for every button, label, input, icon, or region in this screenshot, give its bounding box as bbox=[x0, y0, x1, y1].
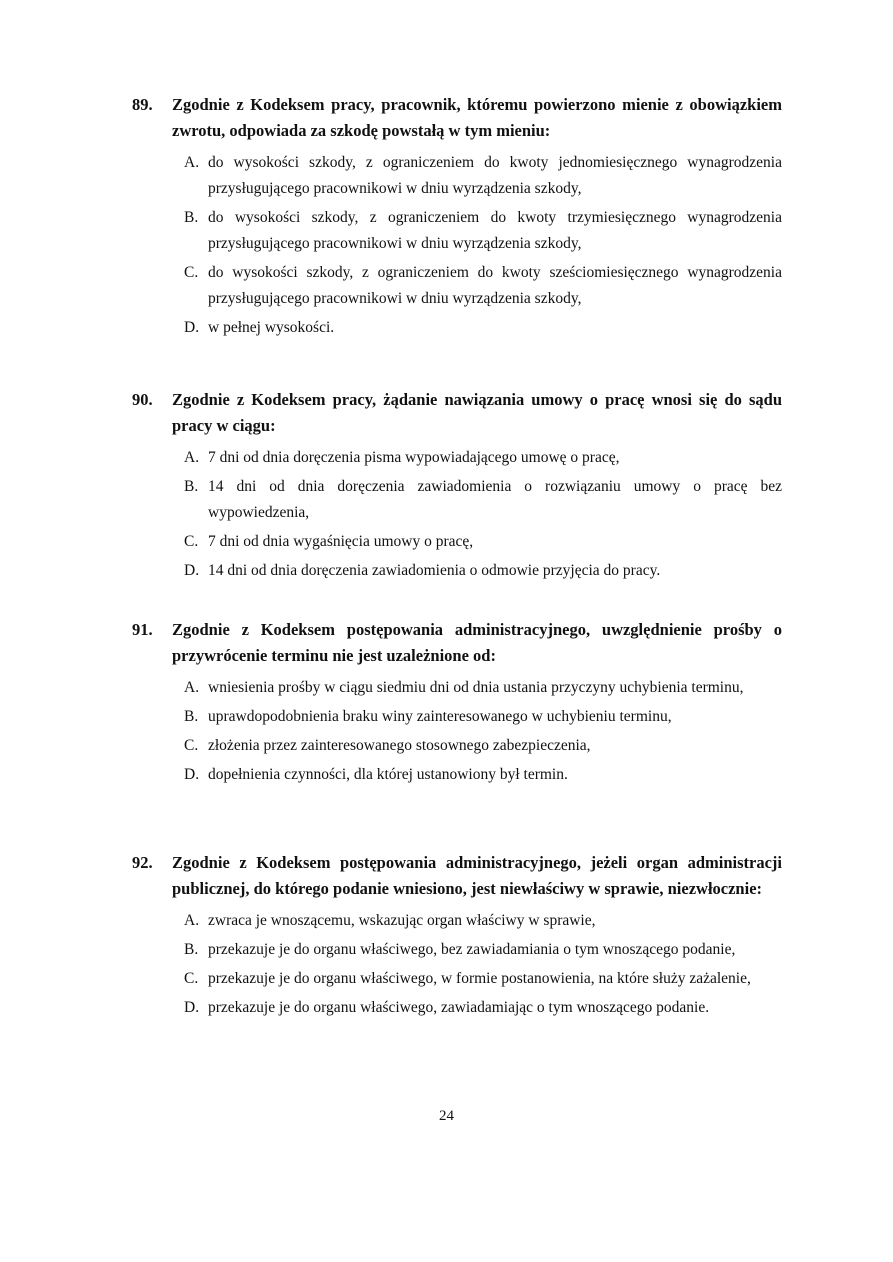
answer-option bbox=[184, 558, 782, 584]
page-number: 24 bbox=[439, 1108, 454, 1124]
answer-option bbox=[184, 937, 782, 963]
answer-option bbox=[184, 205, 782, 257]
question-number: 92. bbox=[132, 853, 153, 872]
answer-text: zwraca je wnoszącemu, wskazując organ właściwy w sprawie, bbox=[208, 912, 596, 929]
answer-text: przekazuje je do organu właściwego, bez zawiadamiania o tym wnoszącego podanie, bbox=[208, 941, 736, 958]
answer-option bbox=[184, 704, 782, 730]
answer-list bbox=[184, 445, 782, 584]
answer-letter: C. bbox=[184, 737, 199, 754]
question-header bbox=[132, 387, 782, 439]
answer-option bbox=[184, 733, 782, 759]
answer-letter: D. bbox=[184, 999, 200, 1016]
answer-letter: D. bbox=[184, 319, 200, 336]
answer-text: do wysokości szkody, z ograniczeniem do kwoty sześciomiesięcznego wynagrodzenia przysługującego pracownikowi w dniu wyrządzenia szkody, bbox=[208, 264, 782, 307]
question-90 bbox=[132, 387, 782, 587]
answer-letter: B. bbox=[184, 708, 199, 725]
question-89 bbox=[132, 92, 782, 344]
answer-letter: B. bbox=[184, 941, 199, 958]
answer-option bbox=[184, 995, 782, 1021]
answer-letter: B. bbox=[184, 209, 199, 226]
question-text: Zgodnie z Kodeksem postępowania administracyjnego, uwzględnienie prośby o przywrócenie terminu nie jest uzależnione od: bbox=[172, 620, 782, 665]
answer-list bbox=[184, 675, 782, 788]
question-91 bbox=[132, 617, 782, 791]
answer-option bbox=[184, 675, 782, 701]
answer-text: przekazuje je do organu właściwego, zawiadamiając o tym wnoszącego podanie. bbox=[208, 999, 710, 1016]
answer-option bbox=[184, 762, 782, 788]
answer-text: wniesienia prośby w ciągu siedmiu dni od dnia ustania przyczyny uchybienia terminu, bbox=[208, 679, 744, 696]
answer-letter: C. bbox=[184, 970, 199, 987]
answer-letter: C. bbox=[184, 264, 199, 281]
answer-letter: A. bbox=[184, 679, 200, 696]
answer-letter: A. bbox=[184, 154, 200, 171]
answer-text: dopełnienia czynności, dla której ustanowiony był termin. bbox=[208, 766, 568, 783]
question-number: 91. bbox=[132, 620, 153, 639]
answer-list bbox=[184, 908, 782, 1021]
question-92 bbox=[132, 850, 782, 1024]
answer-text: do wysokości szkody, z ograniczeniem do kwoty jednomiesięcznego wynagrodzenia przysługującego pracownikowi w dniu wyrządzenia szkody, bbox=[208, 154, 782, 197]
answer-text: złożenia przez zainteresowanego stosownego zabezpieczenia, bbox=[208, 737, 591, 754]
answer-option bbox=[184, 260, 782, 312]
answer-letter: B. bbox=[184, 478, 199, 495]
answer-option bbox=[184, 445, 782, 471]
answer-option bbox=[184, 529, 782, 555]
question-text: Zgodnie z Kodeksem pracy, żądanie nawiązania umowy o pracę wnosi się do sądu pracy w ciągu: bbox=[172, 390, 782, 435]
answer-letter: D. bbox=[184, 766, 200, 783]
question-header bbox=[132, 92, 782, 144]
answer-text: uprawdopodobnienia braku winy zainteresowanego w uchybieniu terminu, bbox=[208, 708, 672, 725]
answer-option bbox=[184, 966, 782, 992]
answer-list bbox=[184, 150, 782, 341]
answer-option bbox=[184, 474, 782, 526]
answer-option bbox=[184, 150, 782, 202]
answer-text: do wysokości szkody, z ograniczeniem do kwoty trzymiesięcznego wynagrodzenia przysługującego pracownikowi w dniu wyrządzenia szkody, bbox=[208, 209, 782, 252]
answer-text: w pełnej wysokości. bbox=[208, 319, 335, 336]
question-number: 90. bbox=[132, 390, 153, 409]
answer-option bbox=[184, 315, 782, 341]
answer-text: 14 dni od dnia doręczenia zawiadomienia o odmowie przyjęcia do pracy. bbox=[208, 562, 661, 579]
question-text: Zgodnie z Kodeksem postępowania administracyjnego, jeżeli organ administracji publicznej, do którego podanie wniesiono, jest niewłaściwy w sprawie, niezwłocznie: bbox=[172, 853, 782, 898]
answer-letter: A. bbox=[184, 449, 200, 466]
answer-letter: A. bbox=[184, 912, 200, 929]
answer-text: 14 dni od dnia doręczenia zawiadomienia o rozwiązaniu umowy o pracę bez wypowiedzenia, bbox=[208, 478, 782, 521]
answer-text: przekazuje je do organu właściwego, w formie postanowienia, na które służy zażalenie, bbox=[208, 970, 751, 987]
question-text: Zgodnie z Kodeksem pracy, pracownik, któremu powierzono mienie z obowiązkiem zwrotu, odpowiada za szkodę powstałą w tym mieniu: bbox=[172, 95, 782, 140]
answer-text: 7 dni od dnia wygaśnięcia umowy o pracę, bbox=[208, 533, 474, 550]
answer-letter: C. bbox=[184, 533, 199, 550]
answer-option bbox=[184, 908, 782, 934]
question-header bbox=[132, 850, 782, 902]
question-header bbox=[132, 617, 782, 669]
question-number: 89. bbox=[132, 95, 153, 114]
answer-letter: D. bbox=[184, 562, 200, 579]
answer-text: 7 dni od dnia doręczenia pisma wypowiadającego umowę o pracę, bbox=[208, 449, 620, 466]
